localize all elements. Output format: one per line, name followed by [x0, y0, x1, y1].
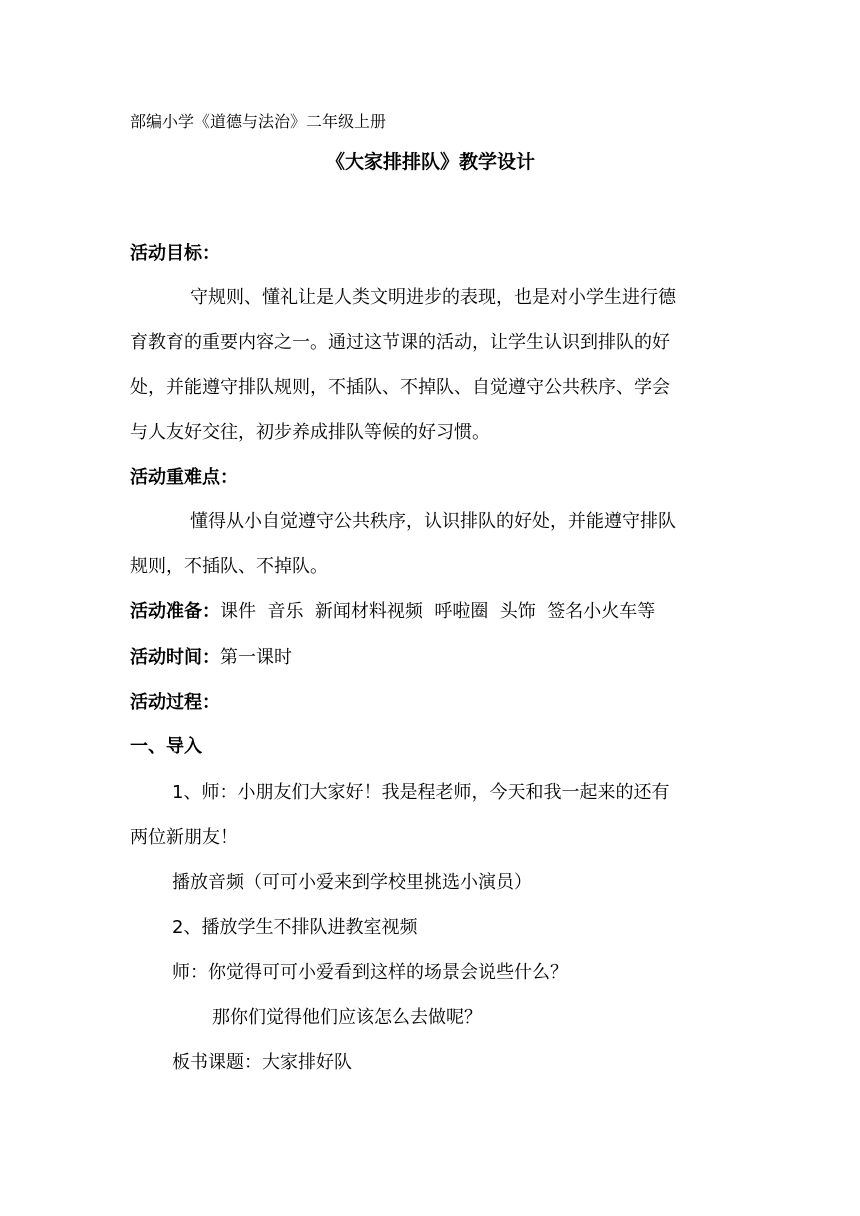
document-title: 《大家排排队》教学设计 — [326, 151, 536, 173]
time-row — [130, 646, 292, 670]
goal-heading: 活动目标： — [130, 243, 220, 264]
keypoints-line-1: 懂得从小自觉遵守公共秩序，认识排队的好处，并能遵守排队 — [190, 511, 676, 532]
section-1-title: 一、导入 — [130, 736, 202, 757]
keypoints-line-2: 规则，不插队、不掉队。 — [130, 556, 328, 577]
series-subtitle: 部编小学《道德与法治》二年级上册 — [130, 112, 387, 131]
preparation-value: 课件 音乐 新闻材料视频 呼啦圈 头饰 签名小火车等 — [220, 601, 656, 622]
section-1-board-title: 板书课题：大家排好队 — [172, 1052, 352, 1073]
keypoints-heading: 活动重难点： — [130, 467, 238, 488]
preparation-heading: 活动准备： — [130, 601, 220, 622]
time-heading: 活动时间： — [130, 647, 220, 668]
section-1-audio: 播放音频（可可小爱来到学校里挑选小演员） — [172, 872, 532, 893]
goal-line-1: 守规则、懂礼让是人类文明进步的表现，也是对小学生进行德 — [190, 287, 676, 308]
goal-line-2: 育教育的重要内容之一。通过这节课的活动，让学生认识到排队的好 — [130, 332, 670, 353]
section-1-question-1: 师：你觉得可可小爱看到这样的场景会说些什么？ — [172, 962, 568, 983]
time-value: 第一课时 — [220, 647, 292, 668]
goal-line-3: 处，并能遵守排队规则，不插队、不掉队、自觉遵守公共秩序、学会 — [130, 377, 670, 398]
process-heading: 活动过程： — [130, 692, 220, 713]
section-1-question-2: 那你们觉得他们应该怎么去做呢？ — [212, 1007, 482, 1028]
preparation-row — [130, 600, 655, 624]
section-1-item-2: 2、播放学生不排队进教室视频 — [172, 917, 418, 938]
section-1-item-1-line-2: 两位新朋友！ — [130, 827, 238, 848]
section-1-item-1-line-1: 1、师：小朋友们大家好！我是程老师，今天和我一起来的还有 — [172, 782, 670, 803]
goal-line-4: 与人友好交往，初步养成排队等候的好习惯。 — [130, 422, 490, 443]
